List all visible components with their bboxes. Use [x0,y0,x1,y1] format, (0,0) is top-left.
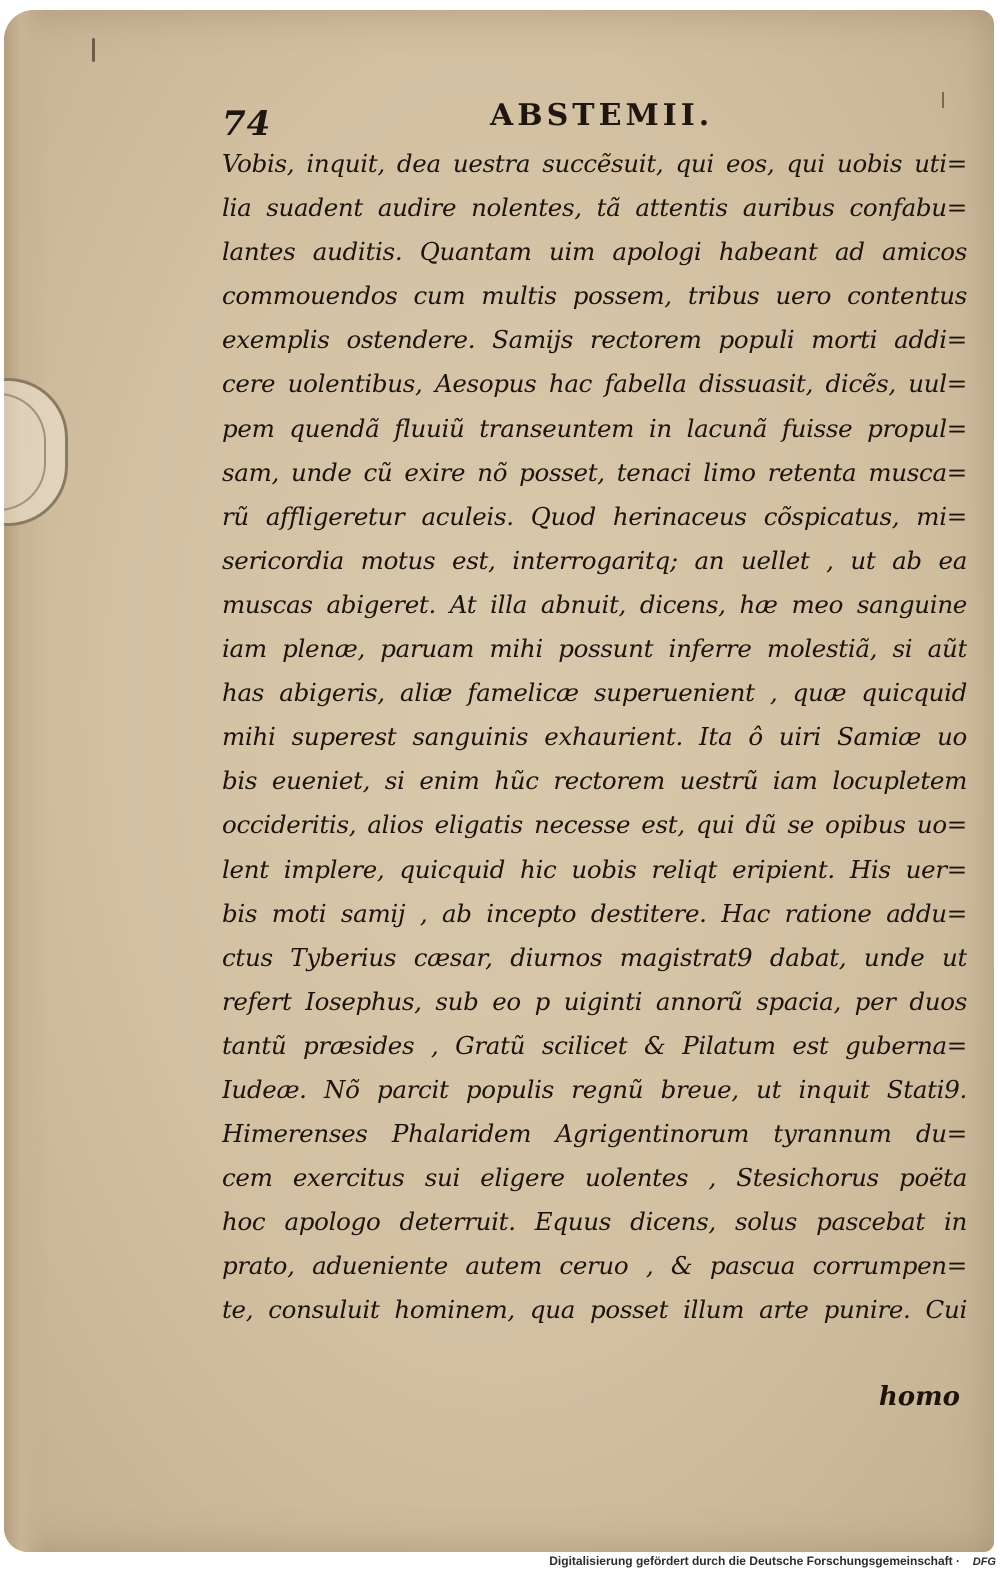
text-line: Vobis, inquit, dea uestra succẽsuit, qui eos, qui uobis uti= [222,149,967,178]
text-line: has abigeris, aliæ famelicæ superuenient , quæ quicquid [222,678,967,708]
text-line: muscas abigeret. At illa abnuit, dicens, hæ meo sanguine [222,589,967,619]
text-line: cere uolentibus, Aesopus hac fabella dissuasit, dicẽs, uul= [222,369,967,399]
text-line: iam plenæ, paruam mihi possunt inferre molestiã, si aũt [222,634,967,664]
text-line: prato, adueniente autem ceruo , & pascua corrumpen= [222,1251,967,1281]
page-gutter-shadow [4,10,46,1552]
text-line: lantes auditis. Quantam uim apologi habeant ad amicos [222,237,967,267]
page-number: 74 [222,104,272,144]
text-line: tantũ præsides , Gratũ scilicet & Pilatum est guberna= [222,1030,967,1060]
text-line: sericordia motus est, interrogaritq; an uellet , ut ab ea [222,545,967,575]
text-line: bis moti samij , ab incepto destitere. Hac ratione addu= [222,898,967,928]
text-line: hoc apologo deterruit. Equus dicens, solus pascebat in [222,1207,967,1237]
body-text [222,142,967,1333]
text-line: pem quendã fluuiũ transeuntem in lacunã fuisse propul= [222,413,967,443]
text-line: Himerenses Phalaridem Agrigentinorum tyrannum du= [222,1119,967,1149]
text-line: sam, unde cũ exire nõ posset, tenaci limo retenta musca= [222,457,967,487]
text-line: exemplis ostendere. Samijs rectorem populi morti addi= [222,325,967,355]
text-line: refert Iosephus, sub eo p uiginti annorũ spacia, per duos [222,986,967,1016]
text-line: Iudeæ. Nõ parcit populis regnũ breue, ut inquit Stati9. [222,1074,967,1104]
running-head: ABSTEMII. [490,98,714,133]
text-line: occideritis, alios eligatis necesse est, qui dũ se opibus uo= [222,810,967,840]
text-line: lent implere, quicquid hic uobis reliqt eripient. His uer= [222,854,967,884]
page-header [222,94,962,144]
text-line: rũ affligeretur aculeis. Quod herinaceus cõspicatus, mi= [222,501,967,531]
text-line: mihi superest sanguinis exhaurient. Ita ô uiri Samiæ uo [222,722,967,752]
text-line: cem exercitus sui eligere uolentes , Stesichorus poëta [222,1163,967,1193]
clasp-ring-icon [4,378,68,526]
text-line: ctus Tyberius cæsar, diurnos magistrat9 dabat, unde ut [222,942,967,972]
clasp-inner-ring-icon [4,393,46,511]
catchword: homo [878,1382,960,1412]
text-line: bis eueniet, si enim hũc rectorem uestrũ iam locupletem [222,766,967,796]
funding-note: Digitalisierung gefördert durch die Deutsche Forschungsgemeinschaft · [549,1554,960,1568]
text-line: te, consuluit hominem, qua posset illum arte punire. Cui [222,1295,967,1325]
dfg-logo-icon: DFG [972,1556,996,1568]
footer-bar [0,1552,1000,1569]
text-line: commouendos cum multis possem, tribus uero contentus [222,281,967,311]
text-line: lia suadent audire nolentes, tã attentis auribus confabu= [222,193,967,223]
ink-mark [92,38,95,62]
